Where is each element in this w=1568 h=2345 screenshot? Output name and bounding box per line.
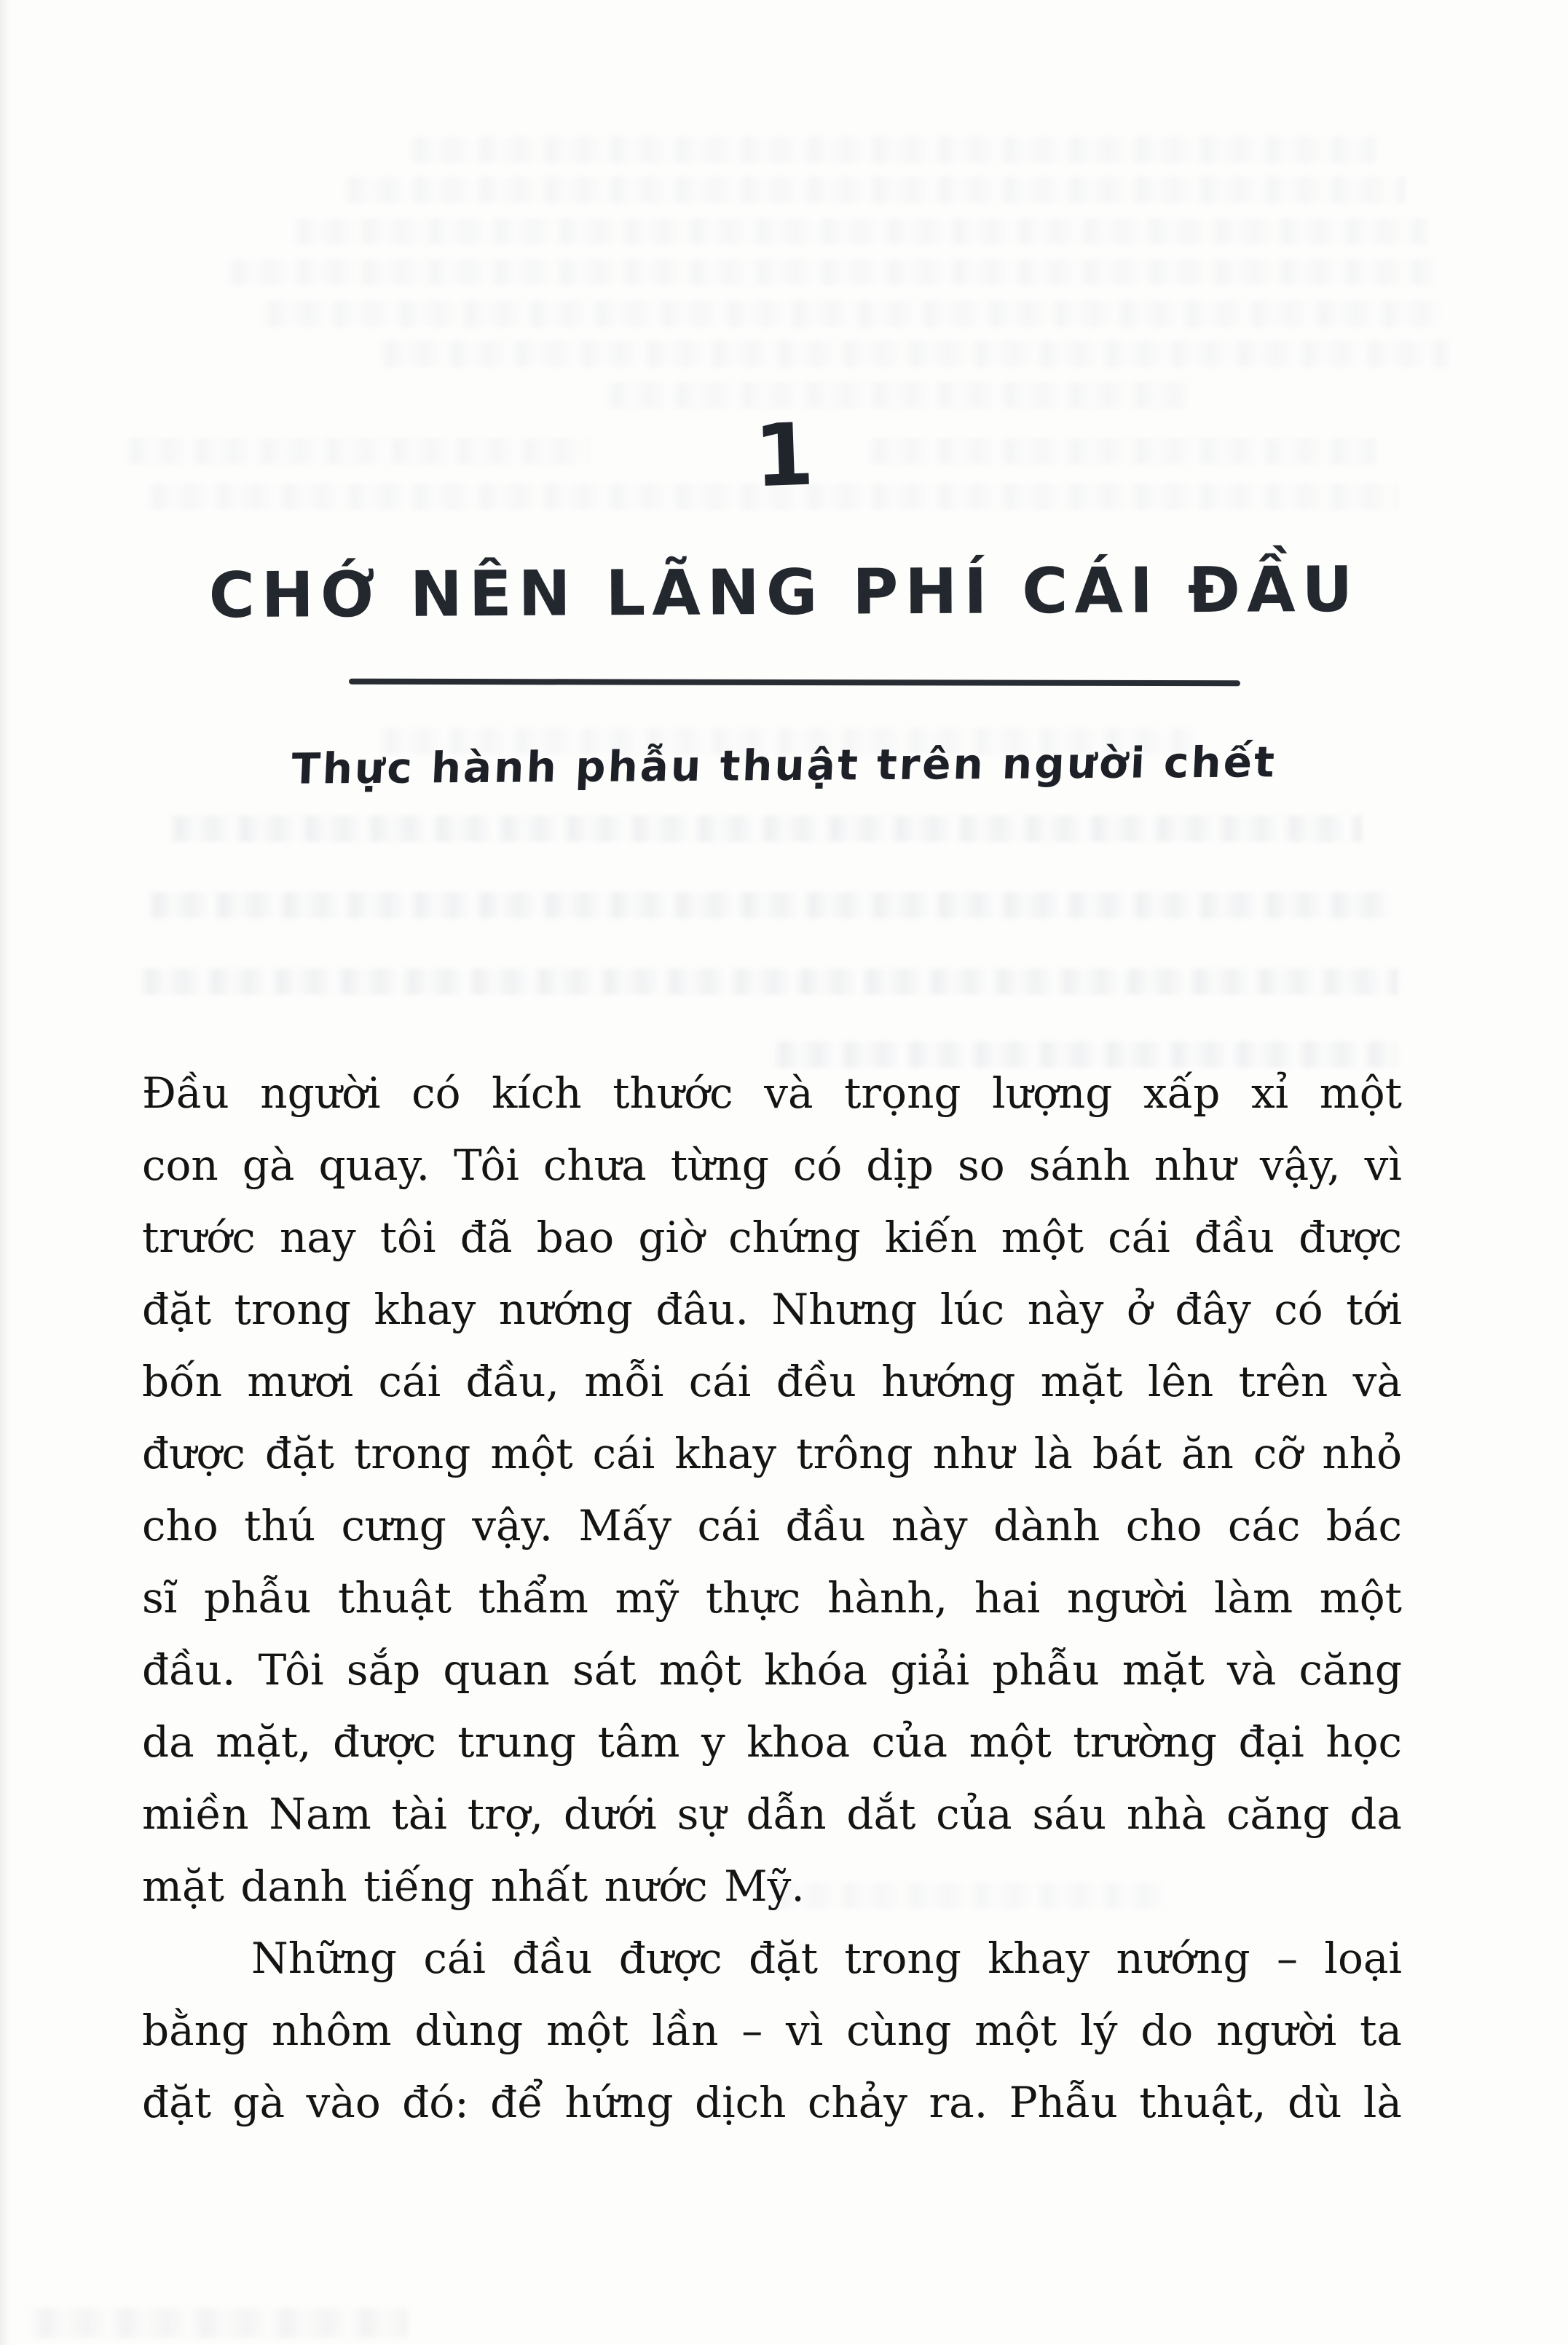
- bleed-through-artifact: [379, 341, 1449, 367]
- chapter-number: 1: [752, 403, 816, 507]
- bleed-through-artifact: [262, 301, 1442, 327]
- body-line: đặt trong khay nướng đâu. Nhưng lúc này ở đây có tới: [142, 1285, 1402, 1334]
- body-line: bốn mươi cái đầu, mỗi cái đều hướng mặt lên trên và: [142, 1357, 1402, 1406]
- bleed-through-artifact: [342, 177, 1406, 203]
- body-line: cho thú cưng vậy. Mấy cái đầu này dành cho các bác: [142, 1501, 1402, 1550]
- body-line: miền Nam tài trợ, dưới sự dẫn dắt của sáu nhà căng da: [142, 1789, 1402, 1839]
- chapter-title: CHỚ NÊN LÃNG PHÍ CÁI ĐẦU: [208, 553, 1360, 633]
- bleed-through-artifact: [226, 259, 1435, 285]
- body-line: Đầu người có kích thước và trọng lượng xấp xỉ một: [142, 1068, 1402, 1118]
- chapter-subtitle: Thực hành phẫu thuật trên người chết: [290, 737, 1278, 794]
- body-line: được đặt trong một cái khay trông như là bát ăn cỡ nhỏ: [142, 1429, 1402, 1478]
- body-line: trước nay tôi đã bao giờ chứng kiến một cái đầu được: [142, 1213, 1402, 1262]
- body-line: đầu. Tôi sắp quan sát một khóa giải phẫu mặt và căng: [142, 1645, 1402, 1695]
- scan-left-edge: [0, 0, 10, 2345]
- title-underline-rule: [349, 679, 1240, 687]
- body-line paragraph-start: Những cái đầu được đặt trong khay nướng – loại: [251, 1934, 1402, 1983]
- bleed-through-artifact: [291, 218, 1427, 245]
- body-text-block: [142, 1057, 1402, 2139]
- body-line: sĩ phẫu thuật thẩm mỹ thực hành, hai người làm một: [142, 1573, 1402, 1623]
- bleed-through-artifact: [138, 969, 1398, 995]
- bleed-through-artifact: [146, 892, 1391, 918]
- body-line: con gà quay. Tôi chưa từng có dịp so sánh như vậy, vì: [142, 1140, 1402, 1190]
- bleed-through-artifact: [168, 816, 1362, 842]
- scan-bottom-smudge: [29, 2309, 408, 2338]
- bleed-through-artifact: [408, 137, 1376, 163]
- body-line: bằng nhôm dùng một lần – vì cùng một lý do người ta: [142, 2006, 1402, 2055]
- body-line paragraph-end: mặt danh tiếng nhất nước Mỹ.: [142, 1861, 805, 1911]
- body-line: đặt gà vào đó: để hứng dịch chảy ra. Phẫu thuật, dù là: [142, 2078, 1402, 2127]
- body-line: da mặt, được trung tâm y khoa của một trường đại học: [142, 1717, 1402, 1767]
